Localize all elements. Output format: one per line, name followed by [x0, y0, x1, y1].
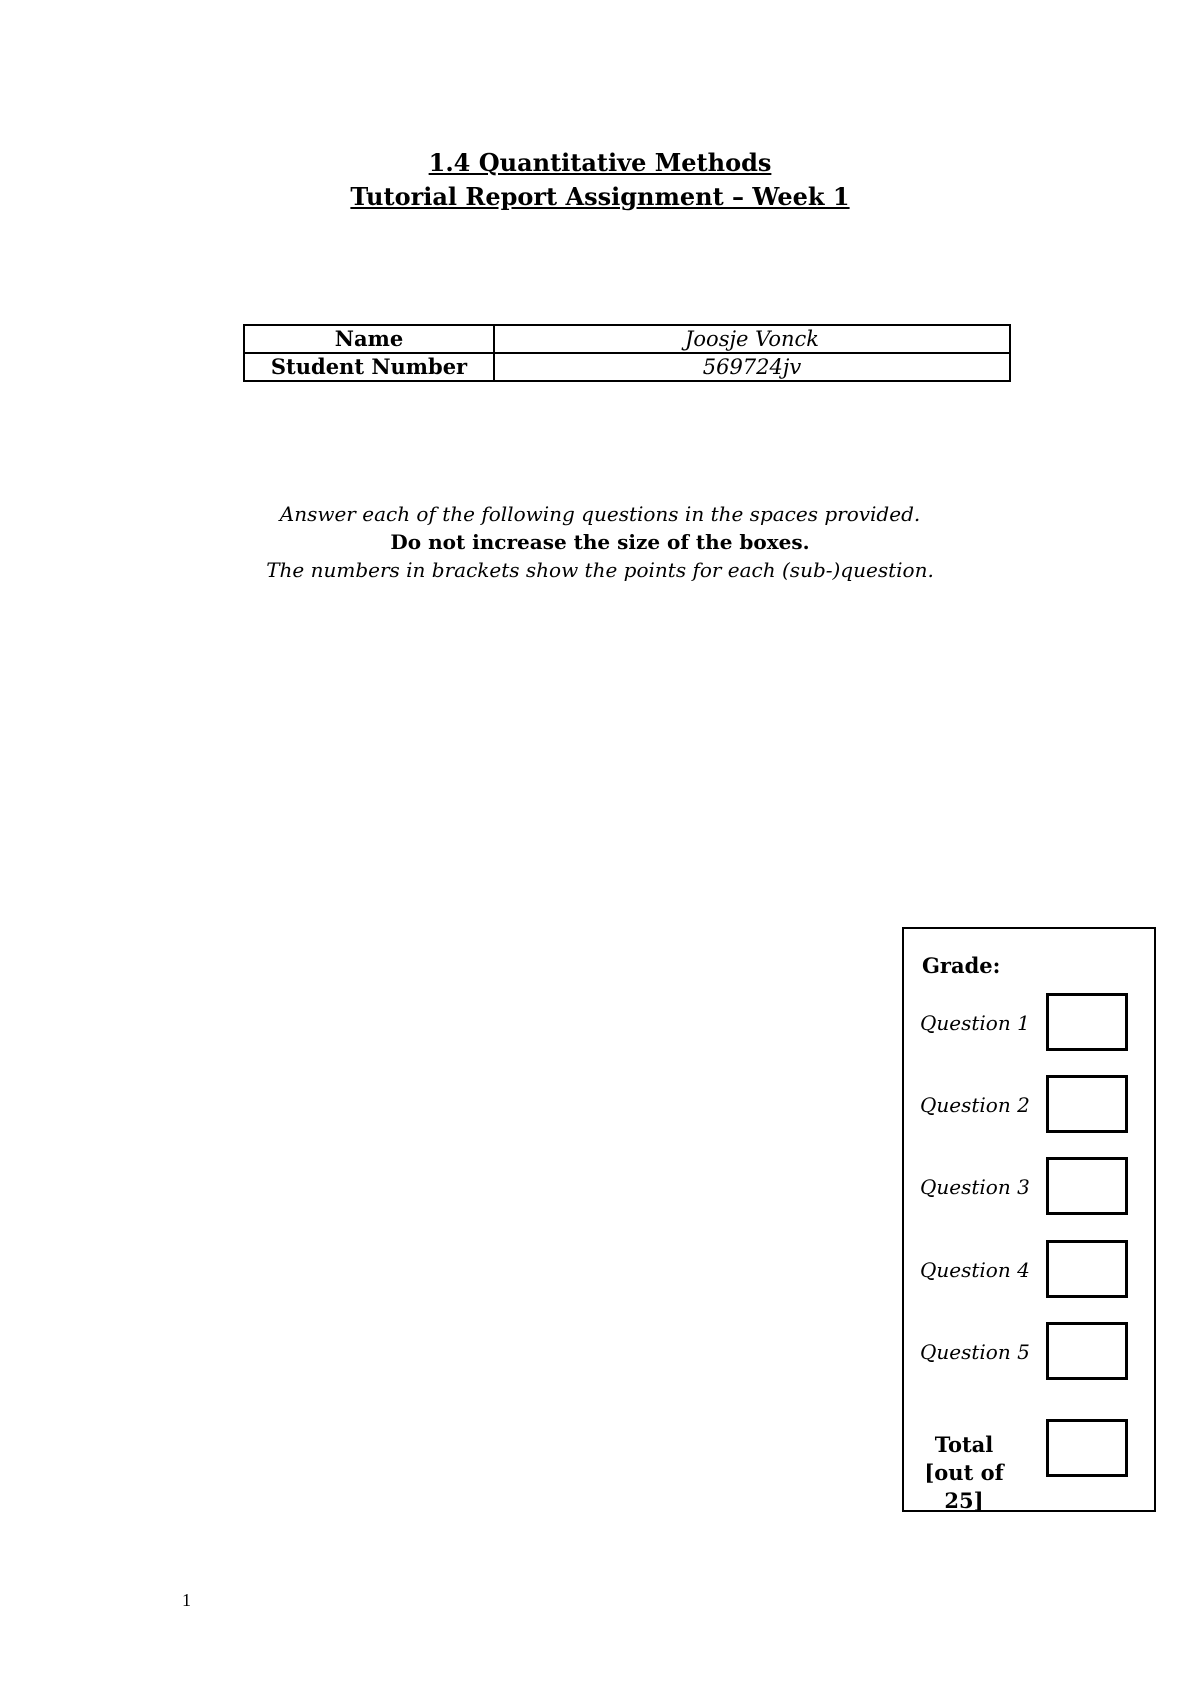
- question-4-score-box: [1046, 1240, 1128, 1298]
- question-2-score-box: [1046, 1075, 1128, 1133]
- grade-row-total: [904, 1419, 1144, 1513]
- question-3-score-box: [1046, 1157, 1128, 1215]
- grade-title: Grade:: [922, 953, 1001, 978]
- grade-row-question-2: [920, 1075, 1144, 1135]
- question-1-label: Question 1: [920, 1011, 1030, 1035]
- question-4-label: Question 4: [920, 1258, 1030, 1282]
- grade-row-question-5: [920, 1322, 1144, 1382]
- question-5-label: Question 5: [920, 1340, 1030, 1364]
- student-info-table: [243, 324, 1011, 382]
- question-2-label: Question 2: [920, 1093, 1030, 1117]
- question-3-label: Question 3: [920, 1175, 1030, 1199]
- instructions: [0, 500, 1200, 584]
- course-title: 1.4 Quantitative Methods: [428, 148, 772, 177]
- name-value: Joosje Vonck: [494, 325, 1010, 353]
- total-label: [904, 1431, 1024, 1515]
- student-number-label: Student Number: [244, 353, 494, 381]
- grade-row-question-1: [920, 993, 1144, 1053]
- grade-panel: [902, 927, 1156, 1512]
- instruction-line-3: The numbers in brackets show the points for each (sub-)question.: [266, 558, 934, 582]
- question-5-score-box: [1046, 1322, 1128, 1380]
- instruction-line-1: Answer each of the following questions in the spaces provided.: [279, 502, 921, 526]
- grade-row-question-4: [920, 1240, 1144, 1300]
- student-number-value: 569724jv: [494, 353, 1010, 381]
- question-1-score-box: [1046, 993, 1128, 1051]
- table-row: [244, 325, 1010, 353]
- assignment-title: Tutorial Report Assignment – Week 1: [350, 182, 850, 211]
- table-row: [244, 353, 1010, 381]
- title-block: [0, 146, 1200, 214]
- page-number: 1: [182, 1590, 191, 1610]
- total-score-box: [1046, 1419, 1128, 1477]
- total-label-line-1: Total: [934, 1432, 994, 1457]
- instruction-line-2: Do not increase the size of the boxes.: [390, 530, 810, 554]
- grade-row-question-3: [920, 1157, 1144, 1217]
- name-label: Name: [244, 325, 494, 353]
- total-label-line-2: [out of 25]: [924, 1460, 1004, 1513]
